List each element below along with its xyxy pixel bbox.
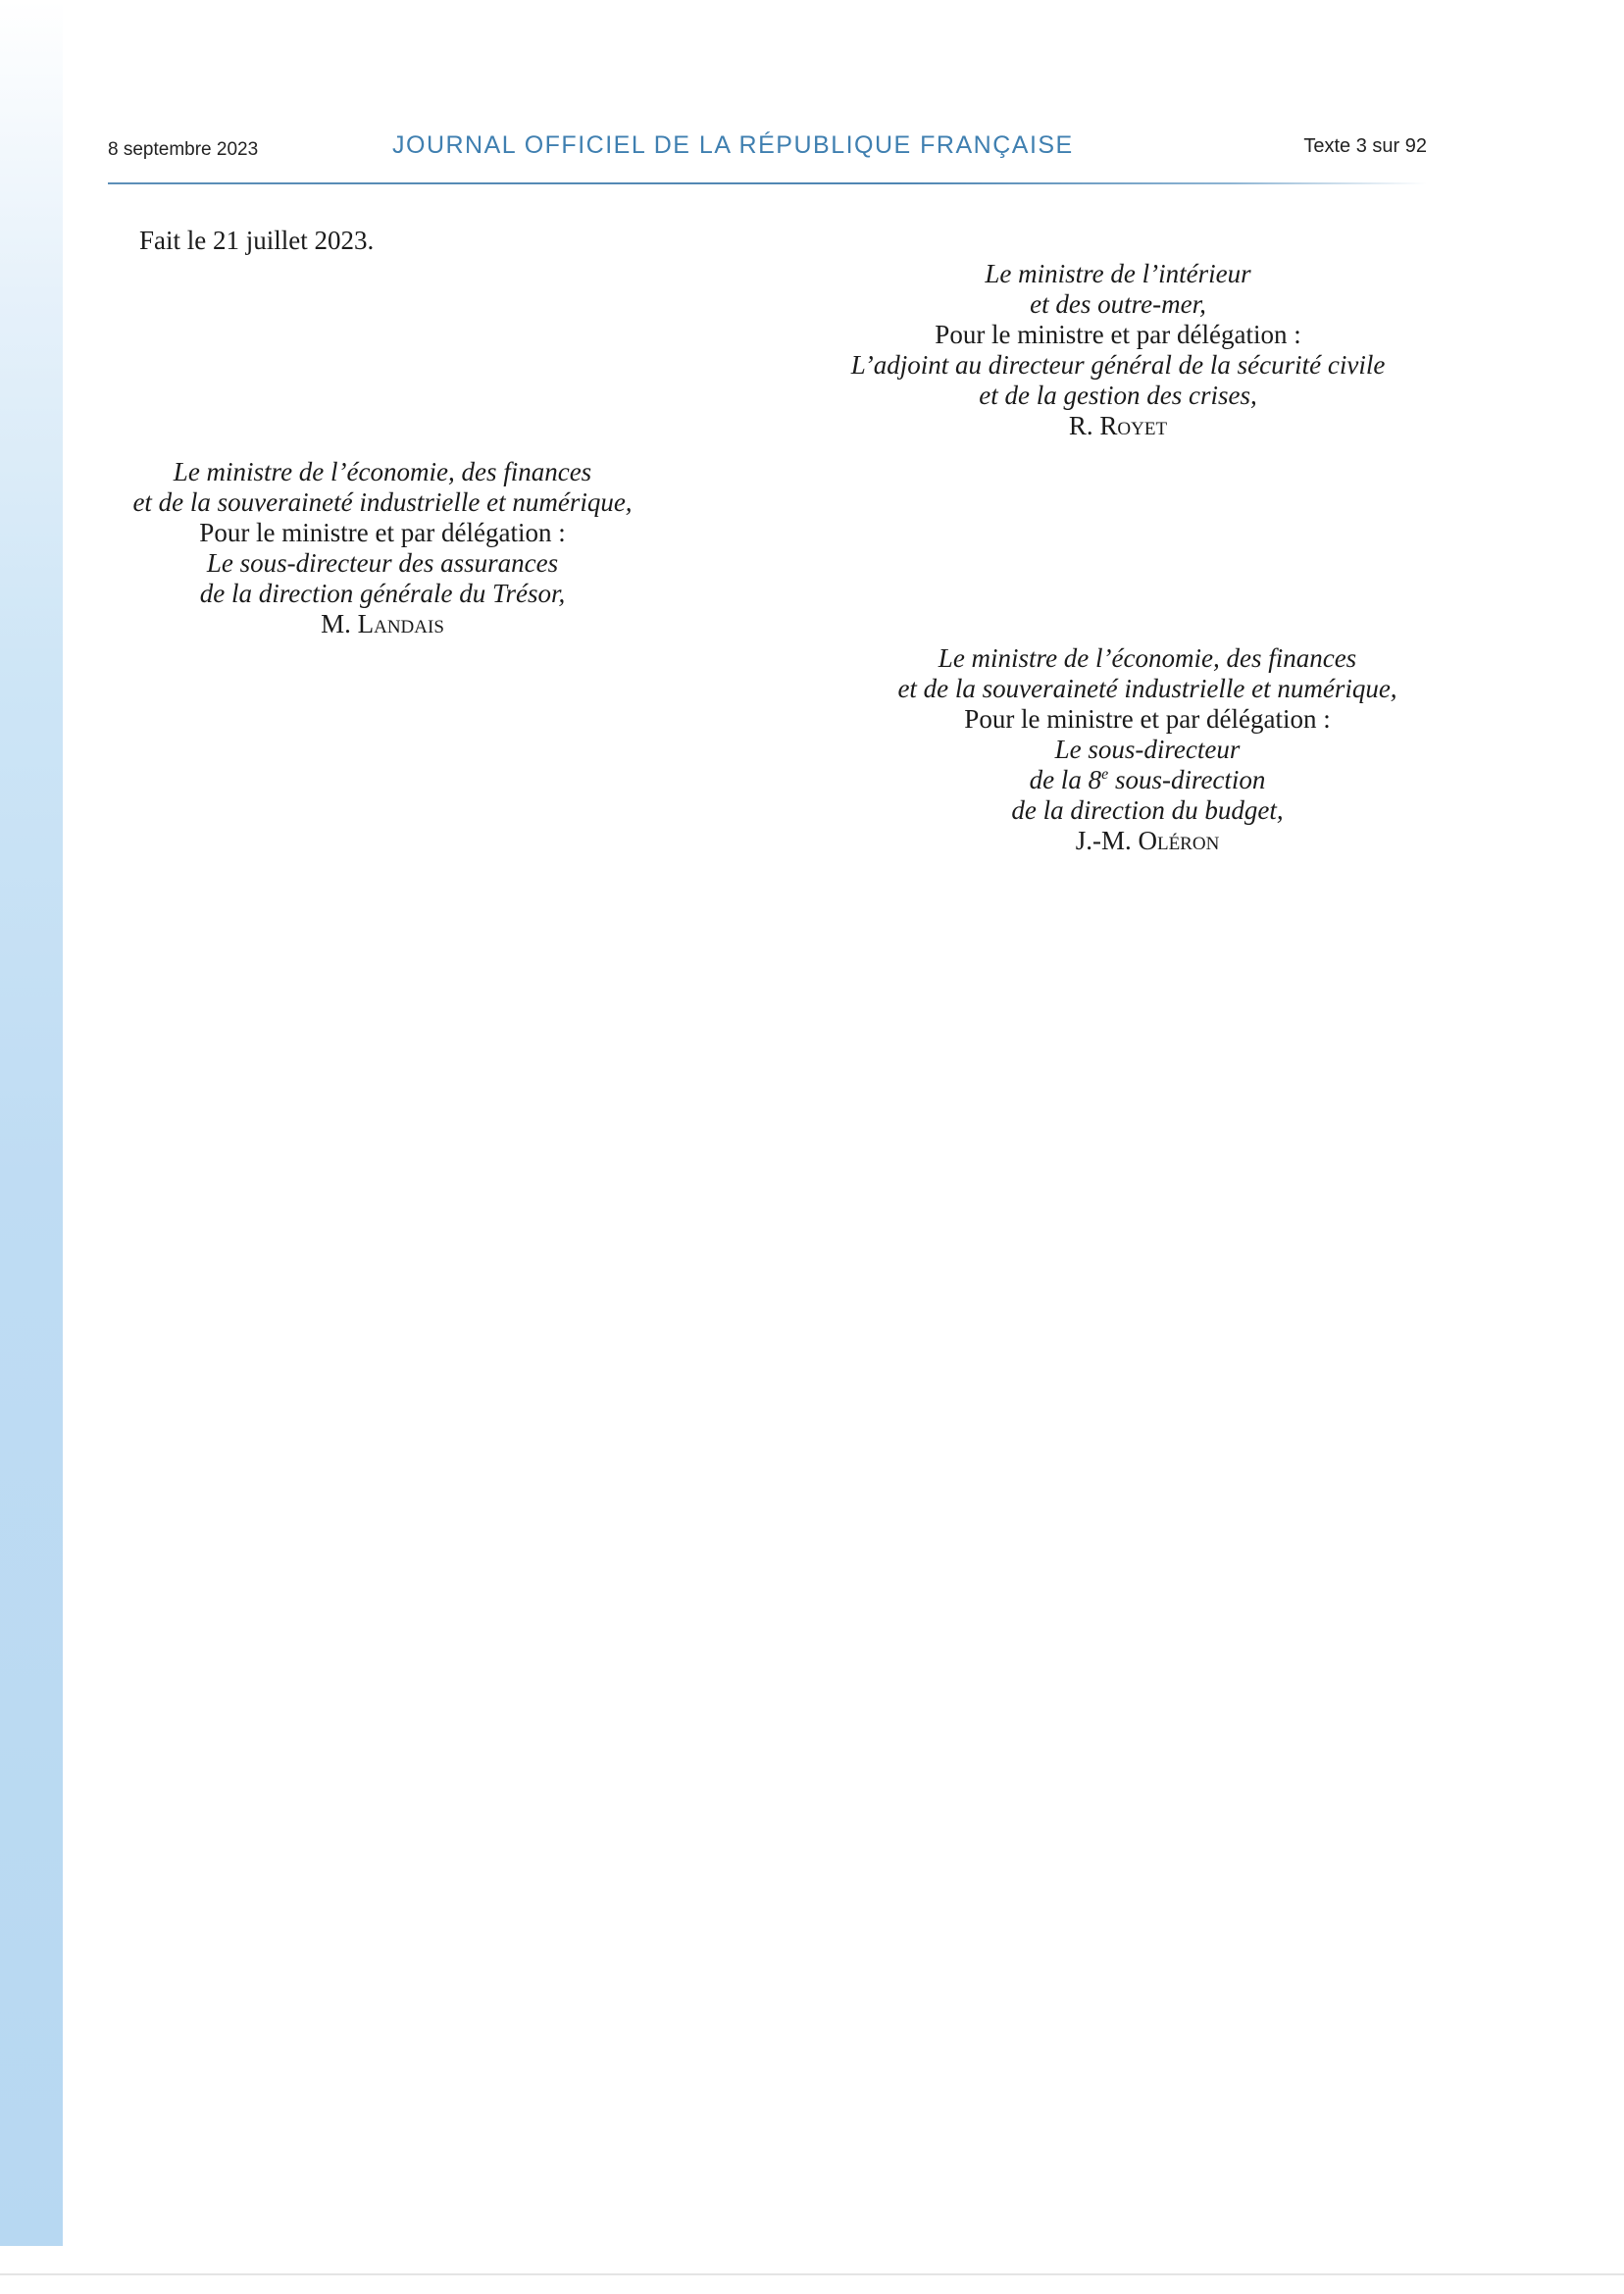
page-header bbox=[108, 127, 1427, 186]
delegation-line: Pour le ministre et par délégation : bbox=[199, 518, 566, 547]
signatory-surname: Landais bbox=[357, 609, 444, 638]
minister-line: Le ministre de l’économie, des finances bbox=[173, 457, 592, 486]
signatory-name bbox=[804, 411, 1432, 441]
role-line: de la direction générale du Trésor, bbox=[199, 579, 566, 608]
header-title: JOURNAL OFFICIEL DE LA RÉPUBLIQUE FRANÇAISE bbox=[392, 131, 1074, 159]
role-line: L’adjoint au directeur général de la sécurité civile bbox=[850, 350, 1386, 380]
signatory-surname: Oléron bbox=[1138, 826, 1220, 855]
role-text: sous-direction bbox=[1108, 765, 1266, 794]
minister-line: et de la souveraineté industrielle et numérique, bbox=[132, 487, 633, 517]
scan-edge bbox=[0, 0, 63, 2246]
minister-line: et de la souveraineté industrielle et numérique, bbox=[897, 674, 1397, 703]
role-line: Le sous-directeur des assurances bbox=[206, 548, 559, 578]
role-line: de la direction du budget, bbox=[1011, 795, 1284, 825]
minister-line: Le ministre de l’intérieur bbox=[985, 259, 1251, 288]
bottom-rule bbox=[0, 2273, 1624, 2275]
signatory-surname: Royet bbox=[1099, 411, 1168, 440]
header-date: 8 septembre 2023 bbox=[108, 139, 259, 160]
role-line: et de la gestion des crises, bbox=[979, 381, 1257, 410]
signature-block-budget bbox=[843, 643, 1451, 856]
header-page-number: Texte 3 sur 92 bbox=[1303, 135, 1427, 157]
delegation-line: Pour le ministre et par délégation : bbox=[935, 320, 1301, 349]
role-line bbox=[843, 765, 1451, 795]
signatory-initial: R. bbox=[1068, 411, 1100, 440]
signatory-name bbox=[843, 826, 1451, 856]
delegation-line: Pour le ministre et par délégation : bbox=[964, 704, 1331, 734]
signature-block-insurance bbox=[98, 457, 667, 639]
ordinal-superscript: e bbox=[1101, 766, 1109, 783]
minister-line: Le ministre de l’économie, des finances bbox=[938, 643, 1357, 673]
done-date: Fait le 21 juillet 2023. bbox=[139, 226, 375, 255]
role-line: Le sous-directeur bbox=[1054, 735, 1241, 764]
minister-line: et des outre-mer, bbox=[1030, 289, 1206, 319]
signatory-name bbox=[98, 609, 667, 639]
header-rule bbox=[108, 182, 1427, 184]
signatory-initial: J.-M. bbox=[1075, 826, 1139, 855]
role-text: de la 8 bbox=[1029, 765, 1102, 794]
signature-block-interior bbox=[804, 259, 1432, 441]
signatory-initial: M. bbox=[321, 609, 358, 638]
